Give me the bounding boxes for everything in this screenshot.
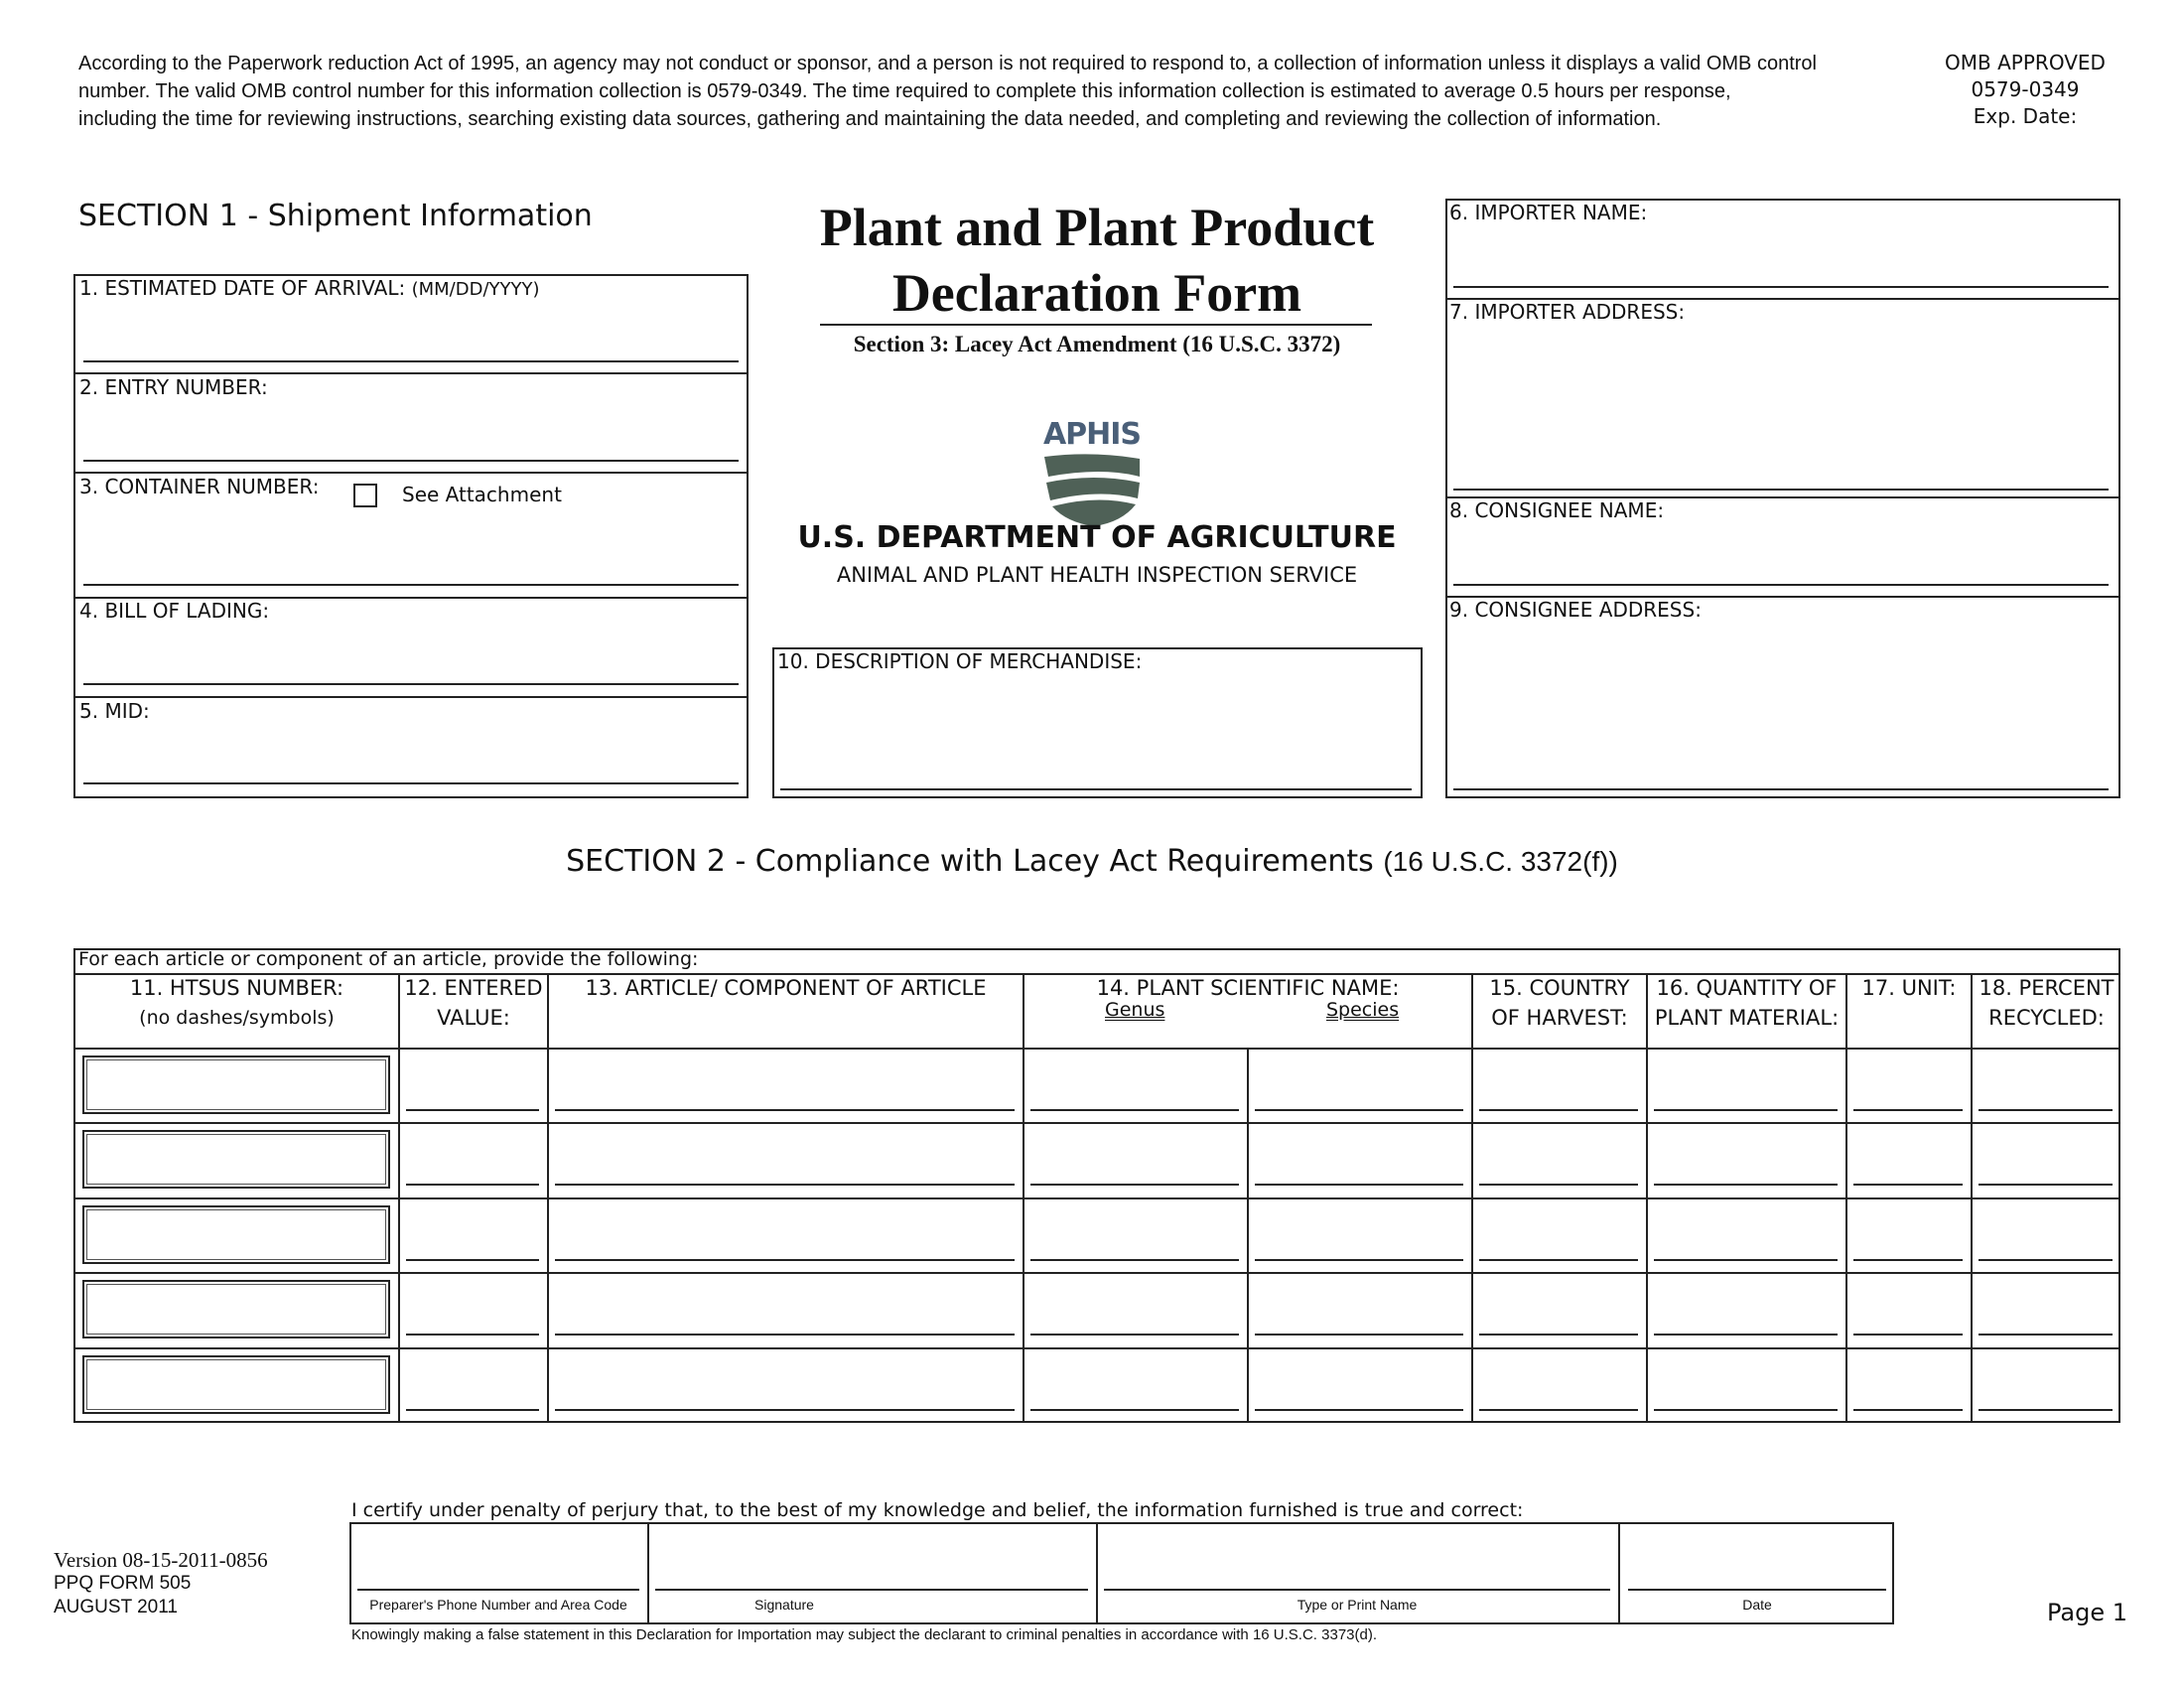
col-entered-value-line-1: 12. ENTERED — [404, 976, 543, 1000]
false-statement-warning: Knowingly making a false statement in this Declaration for Importation may subject the declarant to criminal penalties in accordance with 16 U.S.C. 3373(d). — [351, 1626, 1378, 1643]
fill-line — [406, 1259, 539, 1261]
col-unit-header: 17. UNIT: — [1861, 976, 1957, 1000]
fill-line — [1628, 1589, 1886, 1591]
species-input-row-5[interactable] — [1255, 1369, 1469, 1405]
fill-line — [1479, 1334, 1638, 1336]
fill-line — [555, 1184, 1015, 1186]
row-divider — [73, 1272, 2120, 1274]
fill-line — [1030, 1409, 1239, 1411]
section2-title — [0, 844, 2184, 879]
form-subtitle: Section 3: Lacey Act Amendment (16 U.S.C. 3372) — [853, 332, 1341, 356]
htsus-input-row-3[interactable] — [82, 1205, 390, 1264]
fill-line — [83, 360, 739, 362]
species-input-row-3[interactable] — [1255, 1219, 1469, 1255]
fill-line — [1255, 1259, 1463, 1261]
fill-line — [83, 460, 739, 462]
form-date: AUGUST 2011 — [54, 1597, 178, 1618]
entered-value-input-row-2[interactable] — [406, 1144, 545, 1180]
fill-line — [1479, 1409, 1638, 1411]
certification-statement: I certify under penalty of perjury that, to the best of my knowledge and belief, the information furnished is true and correct: — [351, 1499, 1524, 1521]
col-htsus-header — [75, 973, 398, 1033]
omb-block — [1926, 50, 2124, 130]
fill-line — [1104, 1589, 1610, 1591]
row-divider — [73, 1197, 2120, 1199]
agency-name: U.S. DEPARTMENT OF AGRICULTURE — [797, 520, 1397, 555]
preparer-phone-label: Preparer's Phone Number and Area Code — [369, 1597, 627, 1613]
column-divider — [1247, 1048, 1249, 1423]
merchandise-description-input[interactable] — [780, 735, 1420, 774]
entered-value-input-row-5[interactable] — [406, 1369, 545, 1405]
col-percent-line-2: RECYCLED: — [1988, 1006, 2105, 1030]
fill-line — [1654, 1409, 1838, 1411]
fill-line — [1853, 1259, 1963, 1261]
col-scientific-name-title: 14. PLANT SCIENTIFIC NAME: — [1096, 976, 1400, 1000]
arrival-date-input[interactable] — [83, 316, 747, 355]
consignee-name-label: 8. CONSIGNEE NAME: — [1449, 498, 1665, 522]
fill-line — [1654, 1334, 1838, 1336]
row-divider — [73, 1347, 2120, 1349]
species-input-row-4[interactable] — [1255, 1294, 1469, 1330]
column-divider — [647, 1522, 649, 1624]
htsus-input-row-1[interactable] — [82, 1055, 390, 1114]
country-input-row-1[interactable] — [1479, 1069, 1644, 1105]
omb-approved: OMB APPROVED — [1945, 51, 2106, 74]
fill-line — [1030, 1259, 1239, 1261]
fill-line — [1654, 1259, 1838, 1261]
genus-input-row-3[interactable] — [1030, 1219, 1245, 1255]
importer-name-label: 6. IMPORTER NAME: — [1449, 201, 1648, 224]
htsus-input-row-4[interactable] — [82, 1280, 390, 1338]
htsus-input-row-5[interactable] — [82, 1355, 390, 1414]
print-name-input[interactable] — [1104, 1545, 1618, 1585]
fill-line — [1979, 1184, 2113, 1186]
quantity-input-row-1[interactable] — [1654, 1069, 1843, 1105]
fill-line — [83, 683, 739, 685]
article-input-row-1[interactable] — [555, 1069, 1021, 1105]
percent-recycled-input-row-1[interactable] — [1979, 1069, 2118, 1105]
unit-input-row-4[interactable] — [1853, 1294, 1969, 1330]
date-input[interactable] — [1628, 1545, 1894, 1585]
fill-line — [1255, 1334, 1463, 1336]
fill-line — [83, 782, 739, 784]
genus-input-row-4[interactable] — [1030, 1294, 1245, 1330]
column-divider — [1618, 1522, 1620, 1624]
fill-line — [1479, 1109, 1638, 1111]
entry-number-input[interactable] — [83, 415, 747, 455]
country-input-row-5[interactable] — [1479, 1369, 1644, 1405]
fill-line — [1255, 1109, 1463, 1111]
fill-line — [1853, 1109, 1963, 1111]
genus-input-row-1[interactable] — [1030, 1069, 1245, 1105]
container-number-label: 3. CONTAINER NUMBER: — [79, 475, 320, 498]
article-input-row-2[interactable] — [555, 1144, 1021, 1180]
consignee-address-input[interactable] — [1453, 735, 2116, 774]
notice-line-2: number. The valid OMB control number for this information collection is 0579-0349. The time required to complete this information collection is estimated to average 0.5 hours per response, — [78, 80, 1731, 102]
omb-exp-date: Exp. Date: — [1973, 104, 2078, 128]
col-country-line-2: OF HARVEST: — [1491, 1006, 1628, 1030]
row-divider — [73, 1122, 2120, 1124]
col-htsus-title: 11. HTSUS NUMBER: — [129, 976, 344, 1000]
col-scientific-name-header — [1024, 973, 1471, 1003]
title-underline — [820, 324, 1372, 326]
section2-title-text: SECTION 2 - Compliance with Lacey Act Requirements — [566, 844, 1374, 879]
divider — [73, 372, 749, 374]
col-quantity-header — [1648, 973, 1845, 1033]
form-title — [774, 195, 1420, 326]
unit-input-row-1[interactable] — [1853, 1069, 1969, 1105]
fill-line — [1979, 1109, 2113, 1111]
fill-line — [357, 1589, 639, 1591]
fill-line — [1453, 489, 2109, 491]
percent-recycled-input-row-4[interactable] — [1979, 1294, 2118, 1330]
fill-line — [1654, 1109, 1838, 1111]
percent-recycled-input-row-2[interactable] — [1979, 1144, 2118, 1180]
col-quantity-line-1: 16. QUANTITY OF — [1656, 976, 1838, 1000]
mid-label: 5. MID: — [79, 699, 150, 723]
fill-line — [1654, 1184, 1838, 1186]
article-input-row-4[interactable] — [555, 1294, 1021, 1330]
divider — [73, 696, 749, 698]
fill-line — [1979, 1259, 2113, 1261]
importer-name-input[interactable] — [1453, 242, 2116, 282]
fill-line — [555, 1409, 1015, 1411]
article-input-row-5[interactable] — [555, 1369, 1021, 1405]
see-attachment-label: See Attachment — [402, 483, 562, 506]
fill-line — [1853, 1409, 1963, 1411]
col-species-label: Species — [1326, 999, 1400, 1021]
preparer-phone-input[interactable] — [357, 1545, 647, 1585]
container-number-input[interactable] — [83, 536, 747, 576]
fill-line — [780, 788, 1412, 790]
country-input-row-3[interactable] — [1479, 1219, 1644, 1255]
form-title-line-1: Plant and Plant Product — [819, 198, 1375, 257]
fill-line — [1453, 286, 2109, 288]
quantity-input-row-4[interactable] — [1654, 1294, 1843, 1330]
fill-line — [406, 1409, 539, 1411]
entry-number-label: 2. ENTRY NUMBER: — [79, 375, 268, 399]
notice-line-1: According to the Paperwork reduction Act of 1995, an agency may not conduct or sponsor, and a person is not required to respond to, a collection of information unless it displays a valid OMB control — [78, 53, 1817, 74]
col-genus-label: Genus — [1105, 999, 1165, 1021]
col-country-header — [1473, 973, 1646, 1033]
fill-line — [1453, 788, 2109, 790]
fill-line — [1453, 584, 2109, 586]
importer-address-input[interactable] — [1453, 437, 2116, 477]
fill-line — [655, 1589, 1088, 1591]
quantity-input-row-5[interactable] — [1654, 1369, 1843, 1405]
arrival-date-label-text: 1. ESTIMATED DATE OF ARRIVAL: — [79, 276, 406, 300]
unit-input-row-2[interactable] — [1853, 1144, 1969, 1180]
importer-address-label: 7. IMPORTER ADDRESS: — [1449, 300, 1686, 324]
bill-of-lading-input[interactable] — [83, 638, 747, 678]
fill-line — [1255, 1184, 1463, 1186]
print-name-label: Type or Print Name — [1297, 1597, 1418, 1613]
date-format-hint: (MM/DD/YYYY) — [411, 279, 540, 300]
notice-line-3: including the time for reviewing instructions, searching existing data sources, gathering and maintaining the data needed, and completing and reviewing the collection of information. — [78, 108, 1662, 130]
entered-value-input-row-4[interactable] — [406, 1294, 545, 1330]
col-country-line-1: 15. COUNTRY — [1489, 976, 1630, 1000]
fill-line — [1853, 1334, 1963, 1336]
form-title-line-2: Declaration Form — [891, 263, 1302, 323]
bill-of-lading-label: 4. BILL OF LADING: — [79, 599, 270, 623]
mid-input[interactable] — [83, 738, 747, 777]
see-attachment-checkbox[interactable] — [353, 484, 377, 507]
col-percent-line-1: 18. PERCENT — [1979, 976, 2115, 1000]
quantity-input-row-2[interactable] — [1654, 1144, 1843, 1180]
genus-input-row-2[interactable] — [1030, 1144, 1245, 1180]
fill-line — [555, 1334, 1015, 1336]
col-quantity-line-2: PLANT MATERIAL: — [1654, 1006, 1840, 1030]
country-input-row-2[interactable] — [1479, 1144, 1644, 1180]
quantity-input-row-3[interactable] — [1654, 1219, 1843, 1255]
table-instruction: For each article or component of an article, provide the following: — [78, 948, 699, 970]
signature-input[interactable] — [655, 1545, 1096, 1585]
consignee-name-input[interactable] — [1453, 540, 2116, 580]
paperwork-notice — [78, 50, 1817, 133]
htsus-input-row-2[interactable] — [82, 1130, 390, 1189]
fill-line — [1255, 1409, 1463, 1411]
entered-value-input-row-1[interactable] — [406, 1069, 545, 1105]
aphis-logo — [1032, 417, 1152, 526]
genus-input-row-5[interactable] — [1030, 1369, 1245, 1405]
fill-line — [1479, 1184, 1638, 1186]
section1-title: SECTION 1 - Shipment Information — [78, 199, 593, 233]
unit-input-row-5[interactable] — [1853, 1369, 1969, 1405]
col-percent-header — [1973, 973, 2120, 1033]
entered-value-input-row-3[interactable] — [406, 1219, 545, 1255]
percent-recycled-input-row-3[interactable] — [1979, 1219, 2118, 1255]
form-version: Version 08-15-2011-0856 — [54, 1548, 268, 1572]
fill-line — [83, 584, 739, 586]
col-entered-value-line-2: VALUE: — [437, 1006, 510, 1030]
fill-line — [406, 1184, 539, 1186]
col-htsus-note: (no dashes/symbols) — [139, 1007, 335, 1029]
omb-number: 0579-0349 — [1971, 77, 2080, 101]
arrival-date-label — [79, 276, 540, 300]
date-label: Date — [1742, 1597, 1772, 1613]
fill-line — [1979, 1334, 2113, 1336]
col-entered-value-header — [400, 973, 547, 1033]
country-input-row-4[interactable] — [1479, 1294, 1644, 1330]
signature-label: Signature — [754, 1597, 814, 1613]
aphis-shield-icon — [1042, 453, 1142, 526]
species-input-row-1[interactable] — [1255, 1069, 1469, 1105]
aphis-logo-text: APHIS — [1042, 417, 1142, 452]
form-number: PPQ FORM 505 — [54, 1573, 192, 1594]
fill-line — [555, 1259, 1015, 1261]
fill-line — [1030, 1109, 1239, 1111]
fill-line — [1853, 1184, 1963, 1186]
section2-title-ref: (16 U.S.C. 3372(f)) — [1383, 846, 1618, 877]
fill-line — [1030, 1184, 1239, 1186]
divider — [73, 472, 749, 474]
consignee-address-label: 9. CONSIGNEE ADDRESS: — [1449, 598, 1702, 622]
fill-line — [406, 1334, 539, 1336]
fill-line — [555, 1109, 1015, 1111]
col-article-header: 13. ARTICLE/ COMPONENT OF ARTICLE — [585, 976, 987, 1000]
species-input-row-2[interactable] — [1255, 1144, 1469, 1180]
row-divider — [73, 1048, 2120, 1050]
fill-line — [1030, 1334, 1239, 1336]
page-number: Page 1 — [2047, 1599, 2127, 1626]
fill-line — [406, 1109, 539, 1111]
service-name: ANIMAL AND PLANT HEALTH INSPECTION SERVICE — [836, 563, 1358, 587]
unit-input-row-3[interactable] — [1853, 1219, 1969, 1255]
fill-line — [1479, 1259, 1638, 1261]
percent-recycled-input-row-5[interactable] — [1979, 1369, 2118, 1405]
fill-line — [1979, 1409, 2113, 1411]
merchandise-description-label: 10. DESCRIPTION OF MERCHANDISE: — [777, 649, 1143, 673]
column-divider — [1096, 1522, 1098, 1624]
article-input-row-3[interactable] — [555, 1219, 1021, 1255]
